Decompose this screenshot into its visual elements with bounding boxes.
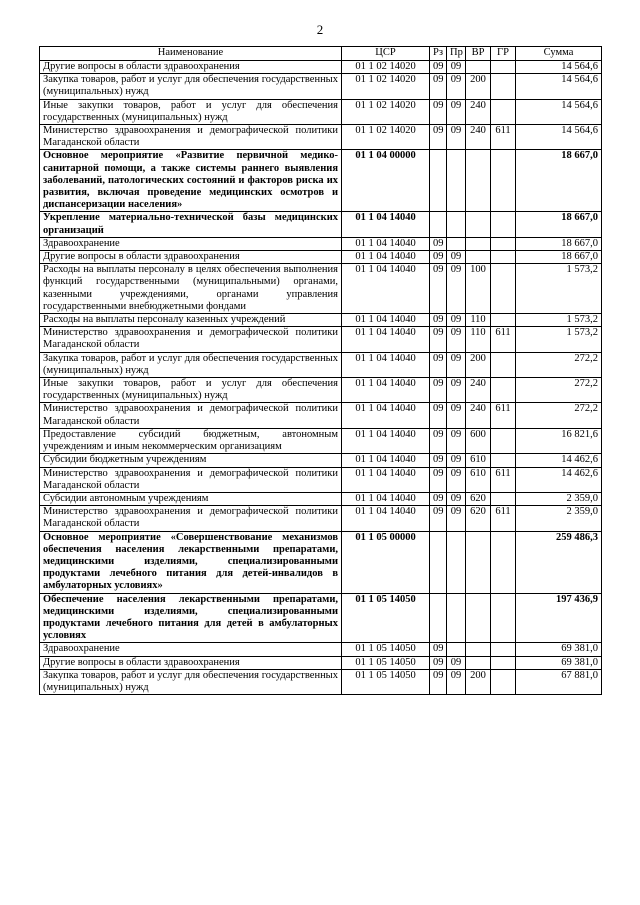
cell-pr: 09 [447,656,466,669]
cell-name: Министерство здравоохранения и демографической политики Магаданской области [40,327,342,352]
header-csr: ЦСР [342,47,430,61]
cell-csr: 01 1 04 14040 [342,314,430,327]
cell-name: Субсидии автономным учреждениям [40,492,342,505]
cell-gr: 611 [491,403,516,428]
table-row [40,428,602,453]
cell-pr [447,237,466,250]
cell-csr: 01 1 04 14040 [342,251,430,264]
cell-vr [466,593,491,643]
cell-rz: 09 [430,643,447,656]
cell-sum: 259 486,3 [516,531,602,593]
cell-sum: 69 381,0 [516,656,602,669]
cell-name: Министерство здравоохранения и демографической политики Магаданской области [40,125,342,150]
cell-pr: 09 [447,61,466,74]
cell-rz: 09 [430,506,447,531]
cell-name: Другие вопросы в области здравоохранения [40,61,342,74]
cell-pr: 09 [447,403,466,428]
cell-rz: 09 [430,467,447,492]
cell-rz: 09 [430,314,447,327]
cell-rz: 09 [430,61,447,74]
cell-pr [447,531,466,593]
header-pr: Пр [447,47,466,61]
cell-rz: 09 [430,454,447,467]
cell-gr [491,669,516,694]
header-row [40,47,602,61]
cell-pr: 09 [447,251,466,264]
cell-gr [491,237,516,250]
cell-name: Основное мероприятие «Развитие первичной медико-санитарной помощи, а также системы раннего выявления заболеваний, патологических состояний и факторов риска их развития, включая проведение медицинских осмотров и диспансеризации населения» [40,150,342,212]
cell-rz: 09 [430,251,447,264]
cell-gr [491,593,516,643]
cell-csr: 01 1 04 14040 [342,454,430,467]
table-row [40,492,602,505]
cell-sum: 2 359,0 [516,492,602,505]
cell-sum: 14 564,6 [516,61,602,74]
cell-vr: 620 [466,506,491,531]
table-row [40,327,602,352]
table-row [40,643,602,656]
cell-csr: 01 1 05 00000 [342,531,430,593]
cell-pr: 09 [447,264,466,314]
table-row [40,378,602,403]
cell-rz: 09 [430,378,447,403]
cell-rz: 09 [430,237,447,250]
cell-gr [491,454,516,467]
table-row [40,352,602,377]
cell-rz: 09 [430,669,447,694]
cell-gr [491,264,516,314]
cell-sum: 67 881,0 [516,669,602,694]
cell-name: Министерство здравоохранения и демографической политики Магаданской области [40,467,342,492]
table-row [40,99,602,124]
cell-name: Закупка товаров, работ и услуг для обеспечения государственных (муниципальных) нужд [40,669,342,694]
cell-vr: 610 [466,467,491,492]
cell-sum: 18 667,0 [516,251,602,264]
cell-name: Расходы на выплаты персоналу в целях обеспечения выполнения функций государственными (муниципальными) органами, казенными учреждениями, органами управления государственными внебюджетными фондами [40,264,342,314]
cell-name: Закупка товаров, работ и услуг для обеспечения государственных (муниципальных) нужд [40,352,342,377]
cell-pr: 09 [447,492,466,505]
cell-gr [491,531,516,593]
cell-vr: 110 [466,314,491,327]
cell-gr: 611 [491,506,516,531]
cell-name: Министерство здравоохранения и демографической политики Магаданской области [40,506,342,531]
cell-vr: 110 [466,327,491,352]
cell-vr [466,150,491,212]
cell-gr [491,99,516,124]
cell-gr [491,212,516,237]
cell-rz [430,531,447,593]
cell-csr: 01 1 02 14020 [342,99,430,124]
cell-name: Здравоохранение [40,643,342,656]
cell-rz [430,593,447,643]
header-name: Наименование [40,47,342,61]
cell-pr: 09 [447,125,466,150]
header-vr: ВР [466,47,491,61]
cell-sum: 197 436,9 [516,593,602,643]
cell-sum: 1 573,2 [516,327,602,352]
cell-vr: 240 [466,99,491,124]
table-row [40,403,602,428]
cell-vr [466,251,491,264]
cell-name: Обеспечение населения лекарственными препаратами, медицинскими изделиями, специализированными продуктами лечебного питания для детей в амбулаторных условиях [40,593,342,643]
cell-gr [491,74,516,99]
table-row [40,237,602,250]
cell-gr [491,656,516,669]
cell-gr [491,150,516,212]
table-header [40,47,602,61]
cell-vr: 620 [466,492,491,505]
table-row [40,74,602,99]
cell-name: Иные закупки товаров, работ и услуг для обеспечения государственных (муниципальных) нужд [40,99,342,124]
cell-vr: 100 [466,264,491,314]
table-row [40,454,602,467]
cell-csr: 01 1 04 14040 [342,492,430,505]
table-row [40,61,602,74]
table-row [40,593,602,643]
cell-sum: 18 667,0 [516,237,602,250]
table-row [40,264,602,314]
header-gr: ГР [491,47,516,61]
cell-csr: 01 1 04 14040 [342,237,430,250]
cell-pr: 09 [447,428,466,453]
table-row [40,669,602,694]
table-row [40,314,602,327]
cell-gr [491,314,516,327]
table-row [40,150,602,212]
cell-name: Здравоохранение [40,237,342,250]
cell-vr [466,61,491,74]
table-row [40,656,602,669]
cell-pr: 09 [447,314,466,327]
table-row [40,531,602,593]
cell-vr [466,656,491,669]
cell-rz [430,150,447,212]
cell-csr: 01 1 04 00000 [342,150,430,212]
cell-csr: 01 1 02 14020 [342,61,430,74]
cell-pr: 09 [447,506,466,531]
cell-pr: 09 [447,74,466,99]
cell-pr: 09 [447,454,466,467]
cell-sum: 272,2 [516,352,602,377]
cell-gr: 611 [491,467,516,492]
cell-rz: 09 [430,99,447,124]
cell-csr: 01 1 04 14040 [342,378,430,403]
cell-sum: 14 564,6 [516,125,602,150]
cell-vr: 240 [466,378,491,403]
cell-pr: 09 [447,352,466,377]
cell-name: Другие вопросы в области здравоохранения [40,251,342,264]
cell-gr [491,378,516,403]
cell-name: Субсидии бюджетным учреждениям [40,454,342,467]
cell-gr [491,352,516,377]
cell-vr: 200 [466,669,491,694]
cell-rz [430,212,447,237]
cell-pr: 09 [447,467,466,492]
cell-name: Укрепление материально-технической базы медицинских организаций [40,212,342,237]
cell-sum: 14 462,6 [516,454,602,467]
cell-gr [491,643,516,656]
table-row [40,212,602,237]
cell-csr: 01 1 02 14020 [342,125,430,150]
cell-name: Другие вопросы в области здравоохранения [40,656,342,669]
cell-vr: 610 [466,454,491,467]
cell-pr [447,593,466,643]
cell-csr: 01 1 05 14050 [342,669,430,694]
cell-name: Расходы на выплаты персоналу казенных учреждений [40,314,342,327]
cell-csr: 01 1 04 14040 [342,428,430,453]
cell-gr [491,428,516,453]
cell-pr: 09 [447,378,466,403]
table-row [40,506,602,531]
cell-csr: 01 1 05 14050 [342,656,430,669]
cell-pr [447,212,466,237]
table-row [40,125,602,150]
cell-gr: 611 [491,327,516,352]
cell-name: Иные закупки товаров, работ и услуг для обеспечения государственных (муниципальных) нужд [40,378,342,403]
cell-rz: 09 [430,352,447,377]
cell-gr [491,492,516,505]
cell-rz: 09 [430,125,447,150]
cell-csr: 01 1 05 14050 [342,593,430,643]
cell-sum: 272,2 [516,403,602,428]
cell-sum: 272,2 [516,378,602,403]
cell-sum: 16 821,6 [516,428,602,453]
cell-csr: 01 1 04 14040 [342,467,430,492]
cell-csr: 01 1 05 14050 [342,643,430,656]
cell-rz: 09 [430,492,447,505]
cell-csr: 01 1 02 14020 [342,74,430,99]
cell-csr: 01 1 04 14040 [342,352,430,377]
cell-csr: 01 1 04 14040 [342,403,430,428]
cell-vr: 200 [466,352,491,377]
cell-vr [466,643,491,656]
cell-rz: 09 [430,327,447,352]
cell-gr [491,251,516,264]
cell-name: Министерство здравоохранения и демографической политики Магаданской области [40,403,342,428]
cell-sum: 2 359,0 [516,506,602,531]
cell-sum: 18 667,0 [516,212,602,237]
cell-csr: 01 1 04 14040 [342,264,430,314]
cell-csr: 01 1 04 14040 [342,506,430,531]
cell-sum: 69 381,0 [516,643,602,656]
cell-pr: 09 [447,669,466,694]
cell-vr: 200 [466,74,491,99]
cell-sum: 1 573,2 [516,314,602,327]
table-row [40,251,602,264]
cell-pr [447,643,466,656]
budget-table [39,46,602,695]
cell-name: Предоставление субсидий бюджетным, автономным учреждениям и иным некоммерческим организациям [40,428,342,453]
cell-pr: 09 [447,99,466,124]
cell-sum: 14 564,6 [516,74,602,99]
page-number: 2 [316,22,324,37]
cell-rz: 09 [430,656,447,669]
cell-sum: 14 462,6 [516,467,602,492]
cell-gr [491,61,516,74]
cell-pr: 09 [447,327,466,352]
cell-sum: 14 564,6 [516,99,602,124]
cell-vr: 600 [466,428,491,453]
header-sum: Сумма [516,47,602,61]
cell-name: Основное мероприятие «Совершенствование механизмов обеспечения населения лекарственными препаратами, медицинскими изделиями, специализированными продуктами лечебного питания для детей-инвалидов в амбулаторных условиях» [40,531,342,593]
cell-rz: 09 [430,403,447,428]
cell-name: Закупка товаров, работ и услуг для обеспечения государственных (муниципальных) нужд [40,74,342,99]
cell-rz: 09 [430,264,447,314]
cell-vr: 240 [466,125,491,150]
cell-vr [466,531,491,593]
table-row [40,467,602,492]
cell-vr [466,237,491,250]
table-body [40,61,602,695]
cell-gr: 611 [491,125,516,150]
cell-pr [447,150,466,212]
cell-vr [466,212,491,237]
cell-sum: 1 573,2 [516,264,602,314]
cell-sum: 18 667,0 [516,150,602,212]
cell-vr: 240 [466,403,491,428]
cell-rz: 09 [430,428,447,453]
cell-csr: 01 1 04 14040 [342,327,430,352]
cell-rz: 09 [430,74,447,99]
cell-csr: 01 1 04 14040 [342,212,430,237]
header-rz: Рз [430,47,447,61]
